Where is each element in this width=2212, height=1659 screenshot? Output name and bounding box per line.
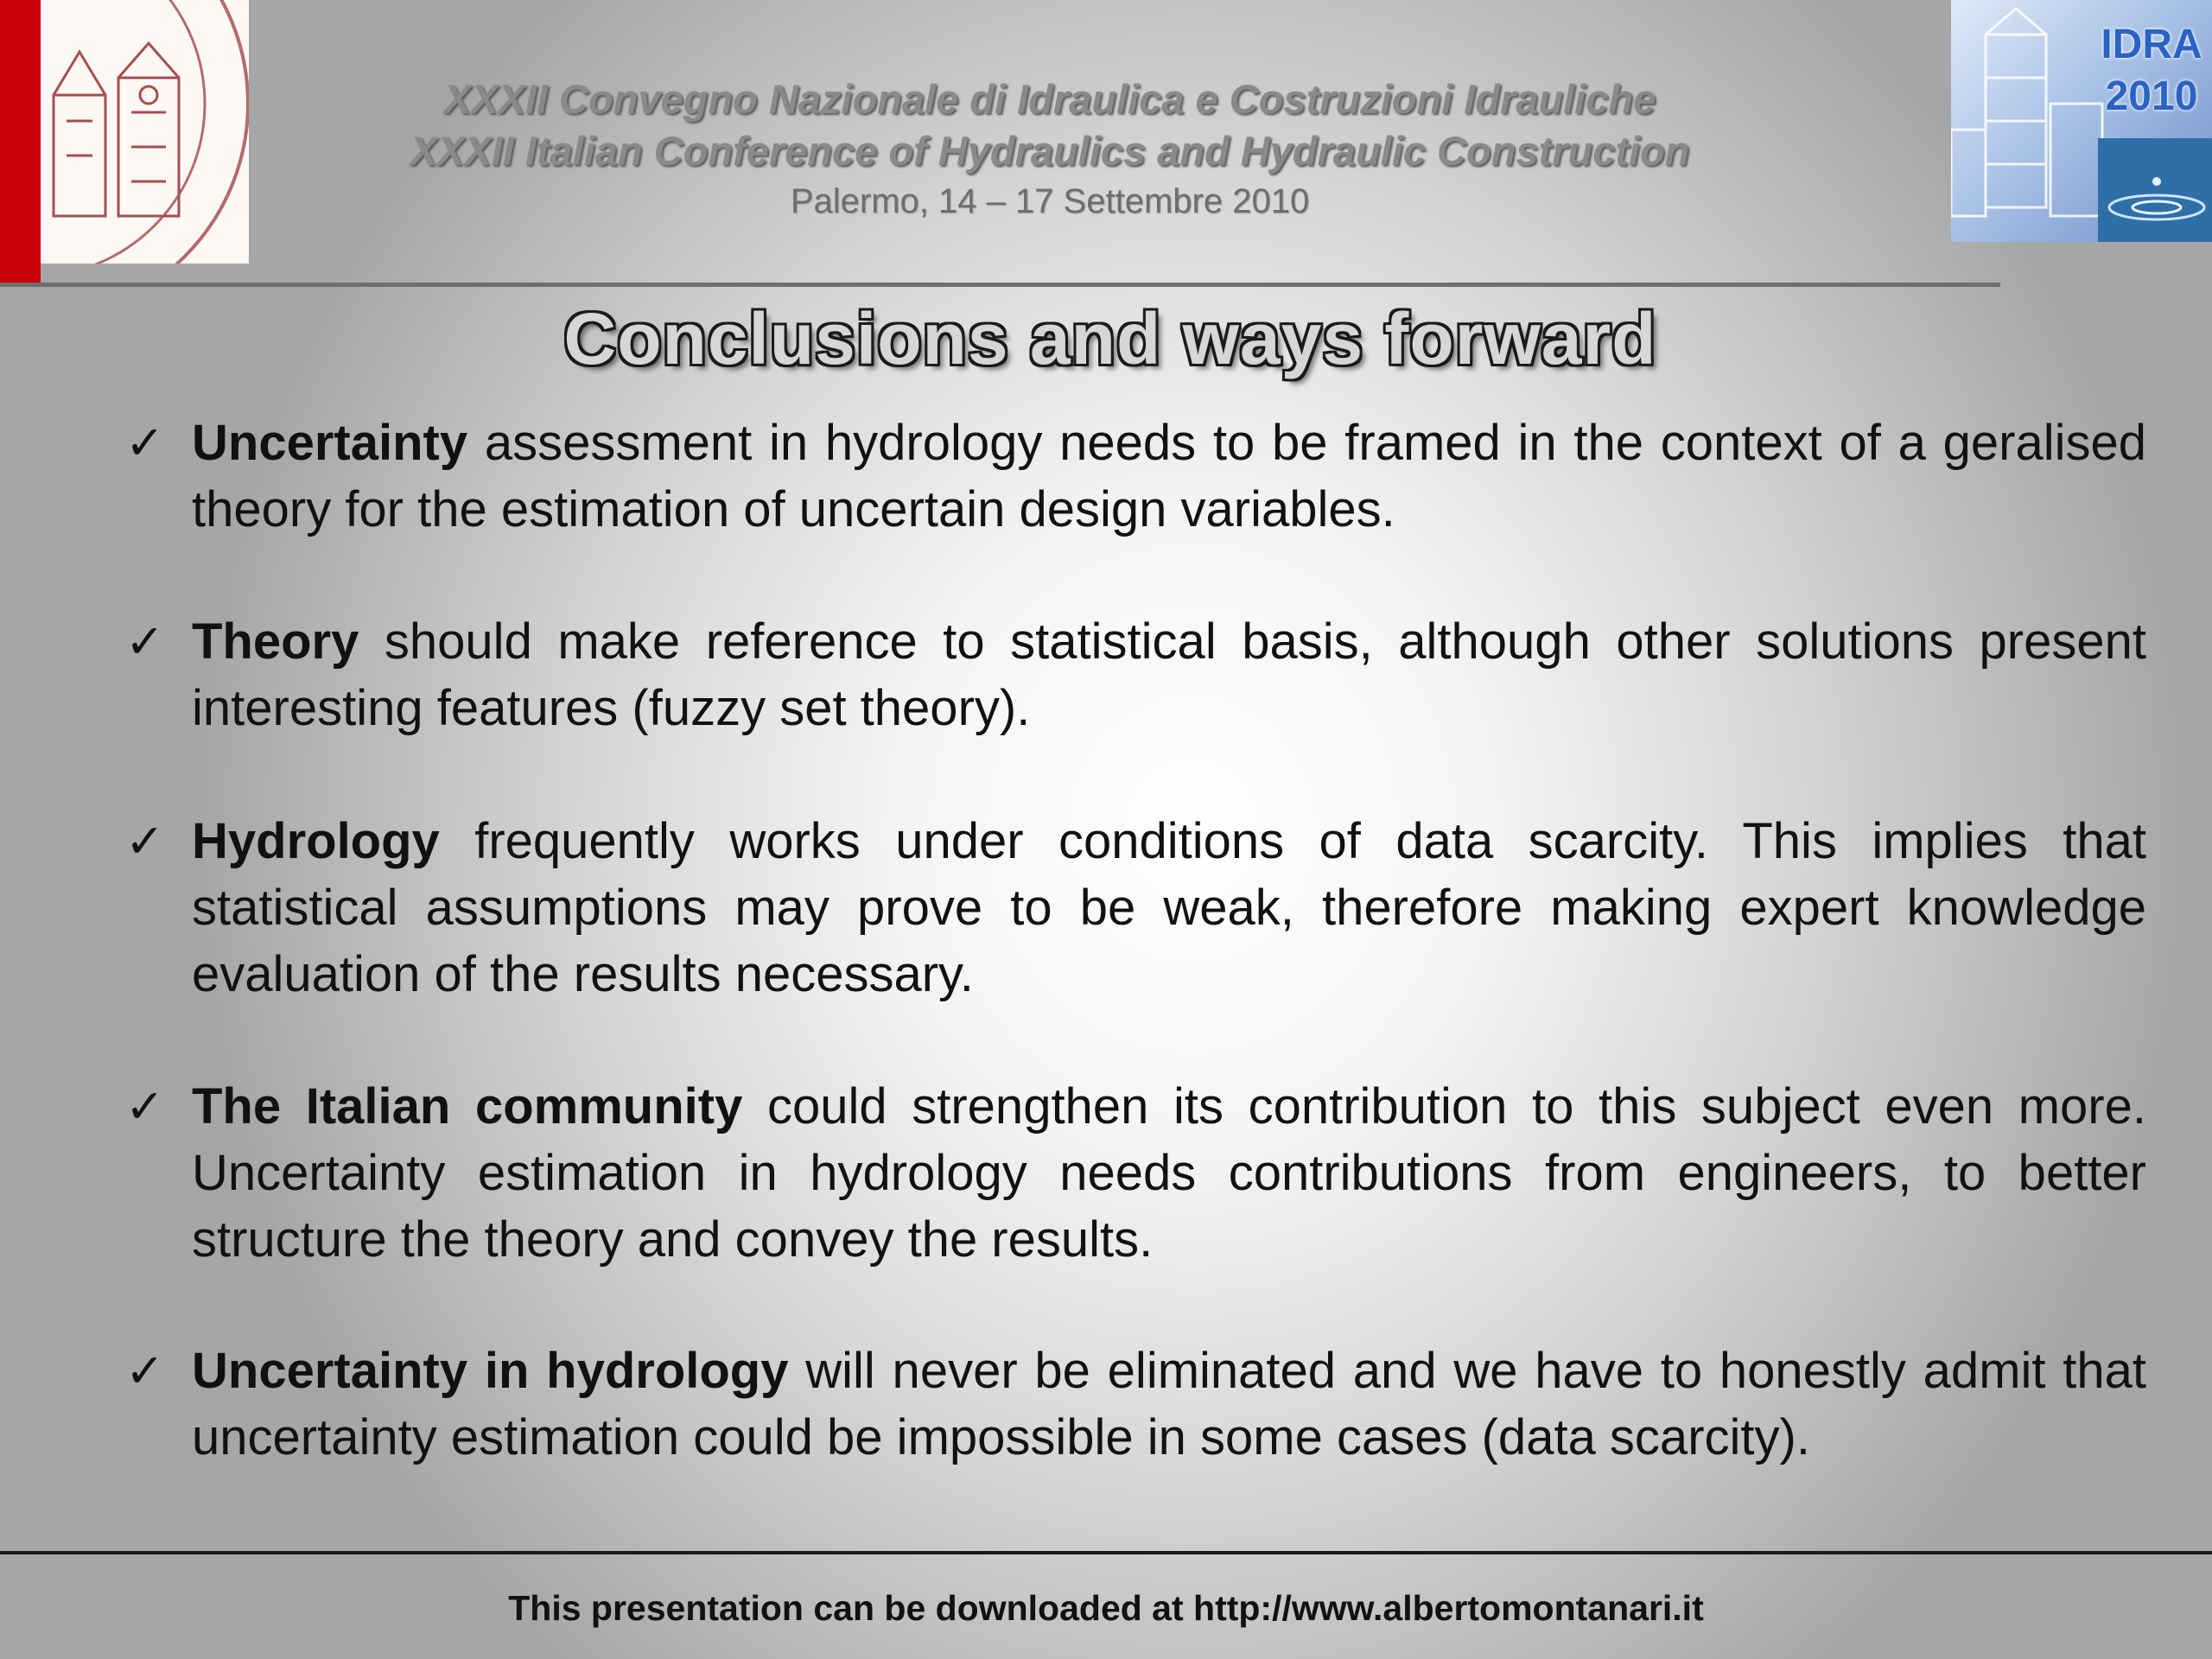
list-item-body: assessment in hydrology needs to be framed in the context of a geralised theory for the estimation of uncertain design variables. [192,415,2146,537]
list-item-body: should make reference to statistical basis, although other solutions present interesting features (fuzzy set theory). [192,613,2146,736]
checkmark-icon: ✓ [125,1079,165,1134]
conference-location-date: Palermo, 14 – 17 Settembre 2010 [790,182,1310,220]
list-item-text [192,410,2146,543]
checkmark-icon: ✓ [125,814,165,868]
list-item-body: frequently works under conditions of data scarcity. This implies that statistical assumptions may prove to be weak, therefore making expert knowledge evaluation of the results necessary. [192,813,2146,1002]
seal-graphic [41,0,249,264]
list-item-text [192,1073,2146,1273]
list-item-body: could strengthen its contribution to this subject even more. Uncertainty estimation in hydrology needs contributions from engineers, to better structure the theory and convey the results. [192,1078,2146,1268]
list-item-text [192,808,2146,1007]
idra-logo-year: 2010 [2105,73,2198,119]
list-item-lead: Hydrology [192,813,440,869]
list-item-lead: Uncertainty in hydrology [192,1343,789,1399]
download-footer: This presentation can be downloaded at http://www.albertomontanari.it [508,1588,1704,1628]
list-item-lead: The Italian community [192,1078,743,1135]
idra-logo-word: IDRA [2101,22,2202,67]
list-item-body: will never be eliminated and we have to honestly admit that uncertainty estimation could be impossible in some cases (data scarcity). [192,1343,2147,1465]
red-accent-bar [0,0,41,285]
footer-divider [0,1551,2212,1554]
conference-title-italian: XXXII Convegno Nazionale di Idraulica e Costruzioni Idrauliche [443,76,1656,122]
list-item-text [192,608,2146,741]
list-item-text [192,1338,2146,1471]
header-divider [0,283,2000,287]
slide-title: Conclusions and ways forward [563,298,1657,379]
checkmark-icon: ✓ [125,614,165,669]
checkmark-icon: ✓ [125,416,165,470]
idra-logo-label [2091,19,2212,123]
list-item-lead: Theory [192,613,359,670]
list-item-lead: Uncertainty [192,415,468,471]
conference-title-english: XXXII Italian Conference of Hydraulics and Hydraulic Construction [410,128,1690,174]
university-seal-logo [41,0,249,264]
checkmark-icon: ✓ [125,1344,165,1398]
conference-header [259,73,1840,226]
